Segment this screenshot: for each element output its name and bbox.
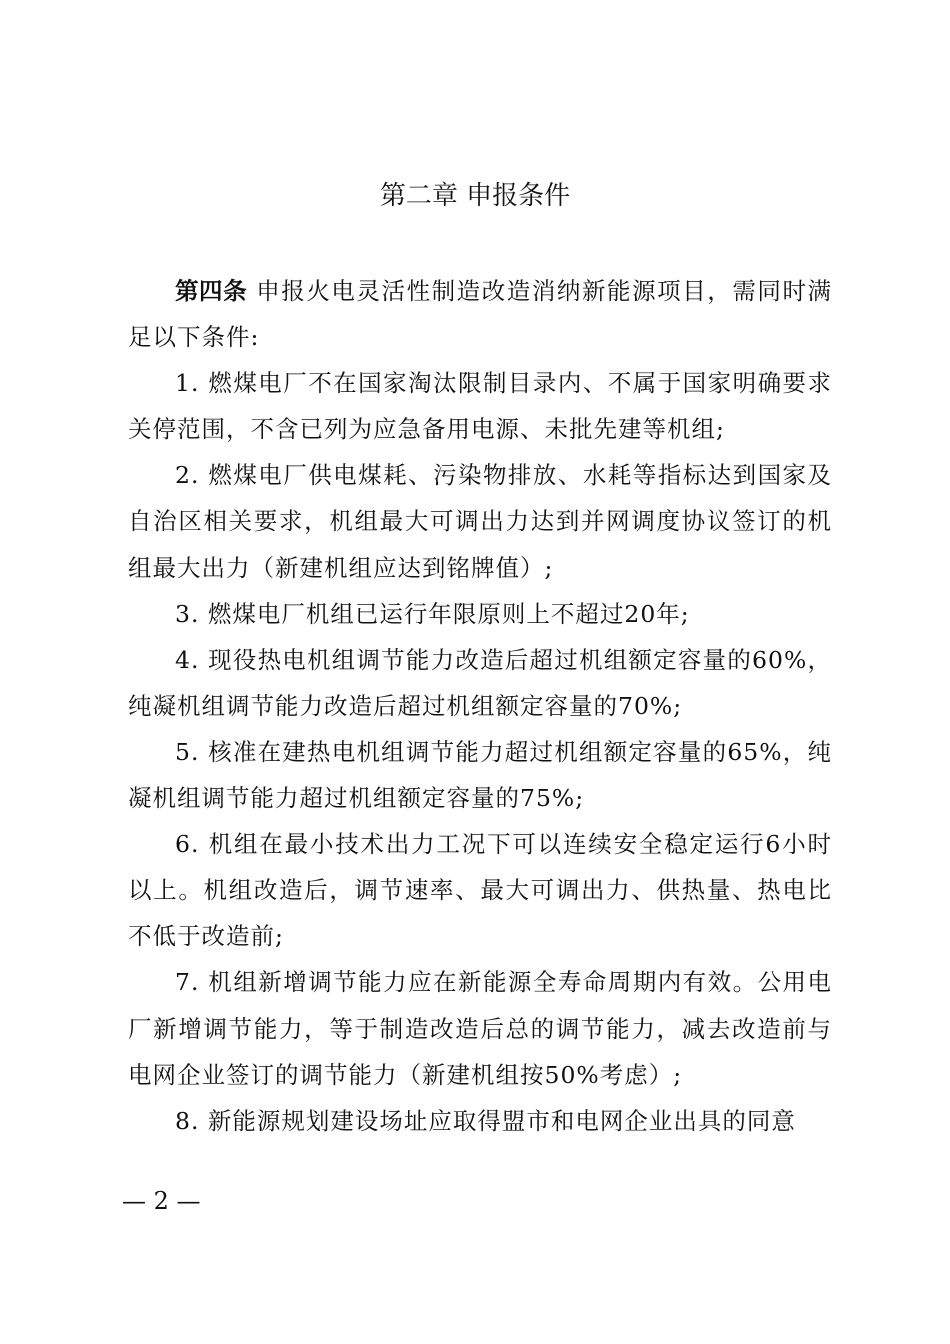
condition-item-1: 1. 燃煤电厂不在国家淘汰限制目录内、不属于国家明确要求关停范围，不含已列为应急备用电源、未批先建等机组; <box>128 369 832 444</box>
article-label: 第四条 <box>175 277 248 305</box>
condition-item-4: 4. 现役热电机组调节能力改造后超过机组额定容量的60%，纯凝机组调节能力改造后超过机组额定容量的70%; <box>128 645 832 720</box>
article-intro: 申报火电灵活性制造改造消纳新能源项目，需同时满足以下条件: <box>128 277 832 352</box>
condition-item-5: 5. 核准在建热电机组调节能力超过机组额定容量的65%，纯凝机组调节能力超过机组额定容量的75%; <box>128 737 832 813</box>
condition-item-2: 2. 燃煤电厂供电煤耗、污染物排放、水耗等指标达到国家及自治区相关要求，机组最大可调出力达到并网调度协议签订的机组最大出力（新建机组应达到铭牌值）; <box>128 461 832 582</box>
condition-item-3: 3. 燃煤电厂机组已运行年限原则上不超过20年; <box>175 599 690 628</box>
page-number: — 2 — <box>122 1187 201 1215</box>
condition-item-8: 8. 新能源规划建设场址应取得盟市和电网企业出具的同意 <box>175 1106 796 1135</box>
condition-item-7: 7. 机组新增调节能力应在新能源全寿命周期内有效。公用电厂新增调节能力，等于制造改造后总的调节能力，减去改造前与电网企业签订的调节能力（新建机组按50%考虑）; <box>128 968 832 1089</box>
document-body <box>128 268 832 1144</box>
condition-item-6: 6. 机组在最小技术出力工况下可以连续安全稳定运行6小时以上。机组改造后，调节速率、最大可调出力、供热量、热电比不低于改造前; <box>128 830 832 951</box>
chapter-title: 第二章 申报条件 <box>379 181 571 211</box>
article-paragraph <box>128 268 832 360</box>
